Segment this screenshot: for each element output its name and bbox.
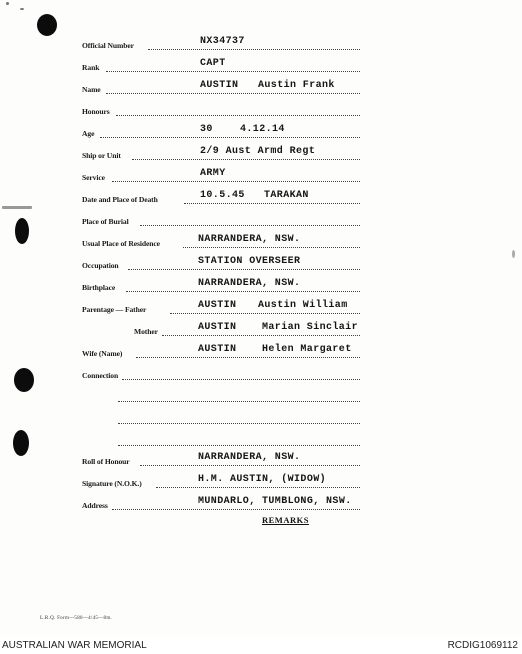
dotted-line [106, 93, 360, 94]
scan-speck [6, 2, 9, 5]
official-number-label: Official Number [82, 41, 134, 50]
roll-of-honour-label: Roll of Honour [82, 457, 130, 466]
mother-label: Mother [134, 327, 158, 336]
wife-surname: AUSTIN [198, 344, 237, 355]
birthplace-value: NARRANDERA, NSW. [198, 278, 301, 289]
mother-given: Marian Sinclair [262, 322, 359, 333]
rank-label: Rank [82, 63, 100, 72]
dotted-line [118, 445, 360, 446]
footer-archive-name: AUSTRALIAN WAR MEMORIAL [2, 640, 147, 651]
field-signature [0, 475, 522, 491]
father-surname: AUSTIN [198, 300, 237, 311]
field-age [0, 125, 522, 141]
field-residence [0, 235, 522, 251]
occupation-label: Occupation [82, 261, 119, 270]
wife-label: Wife (Name) [82, 349, 123, 358]
name-surname: AUSTIN [200, 80, 239, 91]
footer-record-id: RCDIG1069112 [447, 640, 518, 651]
dotted-line [112, 181, 360, 182]
rank-value: CAPT [200, 58, 226, 69]
service-value: ARMY [200, 168, 226, 179]
field-mother [0, 323, 522, 339]
field-occupation [0, 257, 522, 273]
field-wife [0, 345, 522, 361]
wife-given: Helen Margaret [262, 344, 352, 355]
address-value: MUNDARLO, TUMBLONG, NSW. [198, 496, 352, 507]
death-date: 10.5.45 [200, 190, 245, 201]
death-place: TARAKAN [264, 190, 309, 201]
dotted-line [132, 159, 360, 160]
father-label: Parentage — Father [82, 305, 147, 314]
field-official-number [0, 37, 522, 53]
honours-label: Honours [82, 107, 110, 116]
field-burial [0, 213, 522, 229]
remarks-heading: REMARKS [262, 515, 309, 525]
field-father [0, 301, 522, 317]
address-label: Address [82, 501, 108, 510]
dotted-line [184, 203, 360, 204]
dotted-line [128, 269, 360, 270]
dotted-line [118, 401, 360, 402]
field-address [0, 497, 522, 513]
dotted-line [140, 225, 360, 226]
punch-hole-top [37, 14, 57, 36]
signature-value: H.M. AUSTIN, (WIDOW) [198, 474, 327, 485]
scan-speck [20, 8, 24, 10]
dotted-line [116, 115, 360, 116]
roll-of-honour-value: NARRANDERA, NSW. [198, 452, 301, 463]
burial-label: Place of Burial [82, 217, 129, 226]
field-connection [0, 367, 522, 383]
field-death [0, 191, 522, 207]
age-value: 30 [200, 124, 213, 135]
dotted-line [112, 509, 360, 510]
field-name [0, 81, 522, 97]
father-given: Austin William [258, 300, 348, 311]
occupation-value: STATION OVERSEER [198, 256, 301, 267]
residence-value: NARRANDERA, NSW. [198, 234, 301, 245]
dotted-line [156, 487, 360, 488]
mother-surname: AUSTIN [198, 322, 237, 333]
field-ship-or-unit [0, 147, 522, 163]
field-birthplace [0, 279, 522, 295]
service-label: Service [82, 173, 105, 182]
signature-label: Signature (N.O.K.) [82, 479, 142, 488]
connection-line [0, 389, 522, 405]
name-given: Austin Frank [258, 80, 335, 91]
field-service [0, 169, 522, 185]
dotted-line [106, 71, 360, 72]
dotted-line [162, 335, 360, 336]
age-label: Age [82, 129, 95, 138]
dotted-line [126, 291, 360, 292]
dotted-line [183, 247, 360, 248]
ship-or-unit-value: 2/9 Aust Armd Regt [200, 146, 316, 157]
dotted-line [140, 465, 360, 466]
connection-label: Connection [82, 371, 119, 380]
field-roll-of-honour [0, 453, 522, 469]
connection-line [0, 433, 522, 449]
birthplace-label: Birthplace [82, 283, 116, 292]
dotted-line [170, 313, 360, 314]
form-code: L.R.Q. Form—580—4/45—8m. [40, 616, 113, 621]
age-extra: 4.12.14 [240, 124, 285, 135]
official-number-value: NX34737 [200, 36, 245, 47]
residence-label: Usual Place of Residence [82, 239, 160, 248]
connection-line [0, 411, 522, 427]
dotted-line [136, 357, 360, 358]
dotted-line [100, 137, 360, 138]
dotted-line [148, 49, 360, 50]
name-label: Name [82, 85, 101, 94]
field-rank [0, 59, 522, 75]
ship-or-unit-label: Ship or Unit [82, 151, 121, 160]
death-label: Date and Place of Death [82, 195, 158, 204]
dotted-line [118, 423, 360, 424]
dotted-line [122, 379, 360, 380]
field-honours [0, 103, 522, 119]
